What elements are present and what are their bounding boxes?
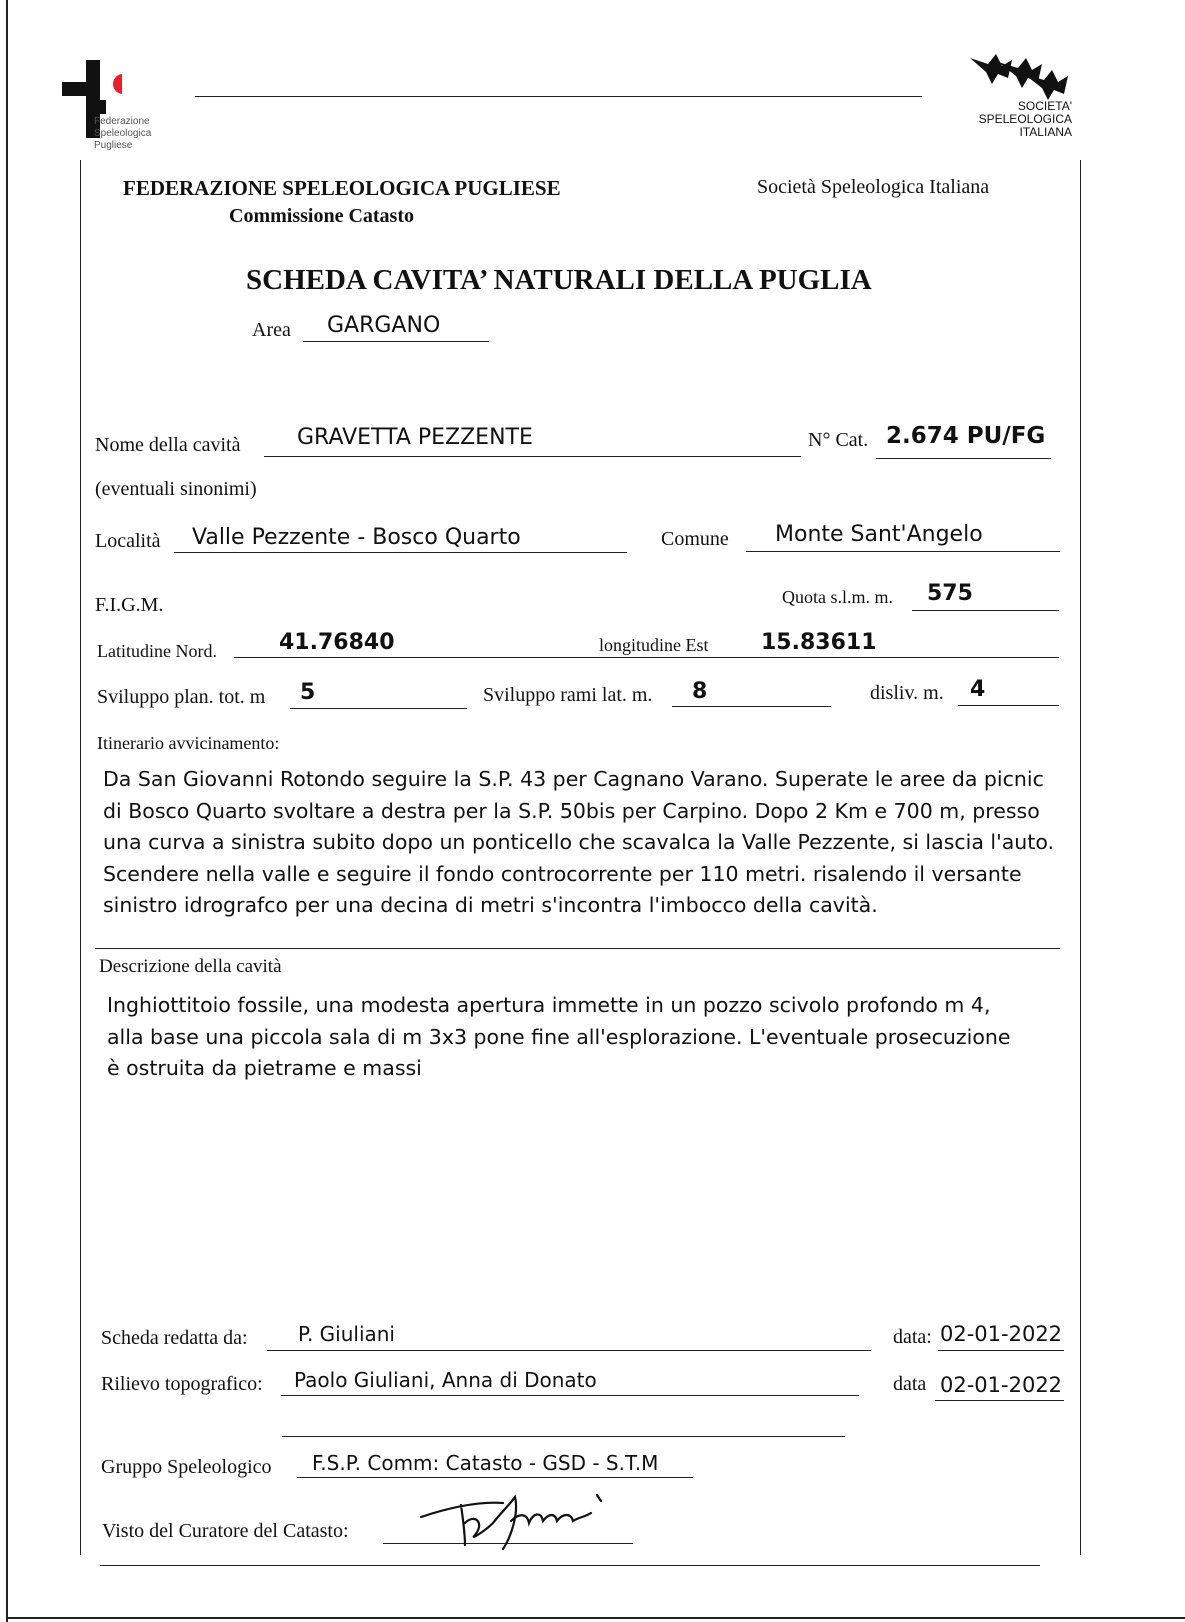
redatta-underline <box>267 1350 871 1351</box>
commission-name: Commissione Catasto <box>229 205 414 227</box>
comune-value: Monte Sant'Angelo <box>775 522 983 547</box>
longitude-label: longitudine Est <box>599 635 709 655</box>
rilievo-label: Rilievo topografico: <box>101 1373 263 1395</box>
cave-name-label: Nome della cavità <box>95 434 241 456</box>
svil-rami-underline <box>672 706 831 707</box>
fsp-logo <box>62 60 172 155</box>
svil-rami-label: Sviluppo rami lat. m. <box>483 684 653 706</box>
locality-label: Località <box>95 530 161 552</box>
ssi-logo-text-2: SPELEOLOGICA <box>978 112 1072 126</box>
blank-line <box>282 1436 845 1437</box>
curator-signature <box>415 1483 615 1558</box>
locality-value: Valle Pezzente - Bosco Quarto <box>192 525 521 550</box>
cat-underline <box>876 458 1051 459</box>
form-border-right <box>1080 160 1081 1555</box>
cave-name-underline <box>264 456 801 457</box>
rilievo-value: Paolo Giuliani, Anna di Donato <box>294 1368 597 1392</box>
quota-value: 575 <box>927 581 973 606</box>
ssi-logo-text-1: SOCIETA' <box>1017 99 1072 113</box>
disliv-value: 4 <box>970 677 986 702</box>
itinerary-line: una curva a sinistra subito dopo un ponticello che scavalca la Valle Pezzente, si lascia l'auto. <box>103 830 1055 854</box>
itinerary-line: Da San Giovanni Rotondo seguire la S.P. 43 per Cagnano Varano. Superate le aree da picnic <box>103 767 1044 791</box>
itinerary-line: Scendere nella valle e seguire il fondo controcorrente per 110 metri. risalendo il versante <box>103 861 1022 886</box>
itinerary-text <box>103 764 1054 922</box>
itinerary-line: di Bosco Quarto svoltare a destra per la S.P. 50bis per Carpino. Dopo 2 Km e 700 m, presso <box>103 798 1040 823</box>
cave-name-value: GRAVETTA PEZZENTE <box>297 425 533 450</box>
description-line: è ostruita da pietrame e massi <box>107 1056 422 1080</box>
disliv-underline <box>958 705 1059 706</box>
area-label: Area <box>252 319 291 341</box>
cat-label: N° Cat. <box>808 429 869 451</box>
comune-label: Comune <box>661 528 729 550</box>
description-line: alla base una piccola sala di m 3x3 pone fine all'esplorazione. L'eventuale prosecuzione <box>107 1024 1011 1049</box>
page-border-left <box>6 0 8 1622</box>
gruppo-value: F.S.P. Comm: Catasto - GSD - S.T.M <box>312 1451 659 1475</box>
org-name: FEDERAZIONE SPELEOLOGICA PUGLIESE <box>123 176 561 200</box>
quota-underline <box>912 610 1059 611</box>
locality-underline <box>174 552 627 553</box>
ssi-logo-text-3: ITALIANA <box>1019 125 1072 139</box>
svil-plan-underline <box>290 708 467 709</box>
area-value: GARGANO <box>327 313 441 338</box>
gruppo-underline <box>297 1477 693 1478</box>
section-divider <box>95 948 1060 949</box>
data-underline-2 <box>935 1400 1064 1401</box>
synonyms-label: (eventuali sinonimi) <box>95 478 257 500</box>
itinerary-line: sinistro idrografco per una decina di metri s'incontra l'imbocco della cavità. <box>103 893 878 917</box>
redatta-value: P. Giuliani <box>298 1322 395 1346</box>
redatta-label: Scheda redatta da: <box>101 1327 248 1349</box>
quota-label: Quota s.l.m. m. <box>782 587 893 607</box>
description-text <box>107 990 1011 1085</box>
itinerary-label: Itinerario avvicinamento: <box>97 733 280 753</box>
page-border-bottom <box>6 1617 1185 1619</box>
top-rule <box>195 96 922 97</box>
data-label-2: data <box>893 1373 927 1395</box>
fsp-logo-text-2: Speleologica <box>94 128 152 139</box>
figm-label: F.I.G.M. <box>95 594 164 616</box>
data-value-2: 02-01-2022 <box>940 1373 1063 1397</box>
society-name: Società Speleologica Italiana <box>757 176 990 198</box>
svil-rami-value: 8 <box>692 679 708 704</box>
area-underline <box>303 341 489 342</box>
data-label-1: data: <box>893 1326 932 1348</box>
svil-plan-value: 5 <box>300 680 316 705</box>
gruppo-label: Gruppo Speleologico <box>101 1456 272 1478</box>
fsp-logo-text-1: Federazione <box>94 116 150 127</box>
latitude-label: Latitudine Nord. <box>97 641 217 661</box>
description-label: Descrizione della cavità <box>99 956 282 977</box>
form-border-left <box>80 160 81 1555</box>
fsp-logo-text-3: Pugliese <box>94 140 133 151</box>
longitude-value: 15.83611 <box>761 630 877 655</box>
data-underline-1 <box>938 1350 1064 1351</box>
description-line: Inghiottitoio fossile, una modesta apertura immette in un pozzo scivolo profondo m 4, <box>107 993 991 1017</box>
disliv-label: disliv. m. <box>870 682 944 704</box>
data-value-1: 02-01-2022 <box>940 1322 1063 1346</box>
svil-plan-label: Sviluppo plan. tot. m <box>97 686 266 708</box>
ssi-logo <box>960 50 1110 150</box>
latitude-value: 41.76840 <box>279 630 395 655</box>
coords-underline <box>234 657 1059 658</box>
form-border-bottom <box>100 1565 1040 1566</box>
rilievo-underline <box>281 1395 859 1396</box>
visto-label: Visto del Curatore del Catasto: <box>102 1520 349 1542</box>
comune-underline <box>746 551 1060 552</box>
cat-value: 2.674 PU/FG <box>886 423 1046 449</box>
page-title: SCHEDA CAVITA’ NATURALI DELLA PUGLIA <box>246 264 872 296</box>
